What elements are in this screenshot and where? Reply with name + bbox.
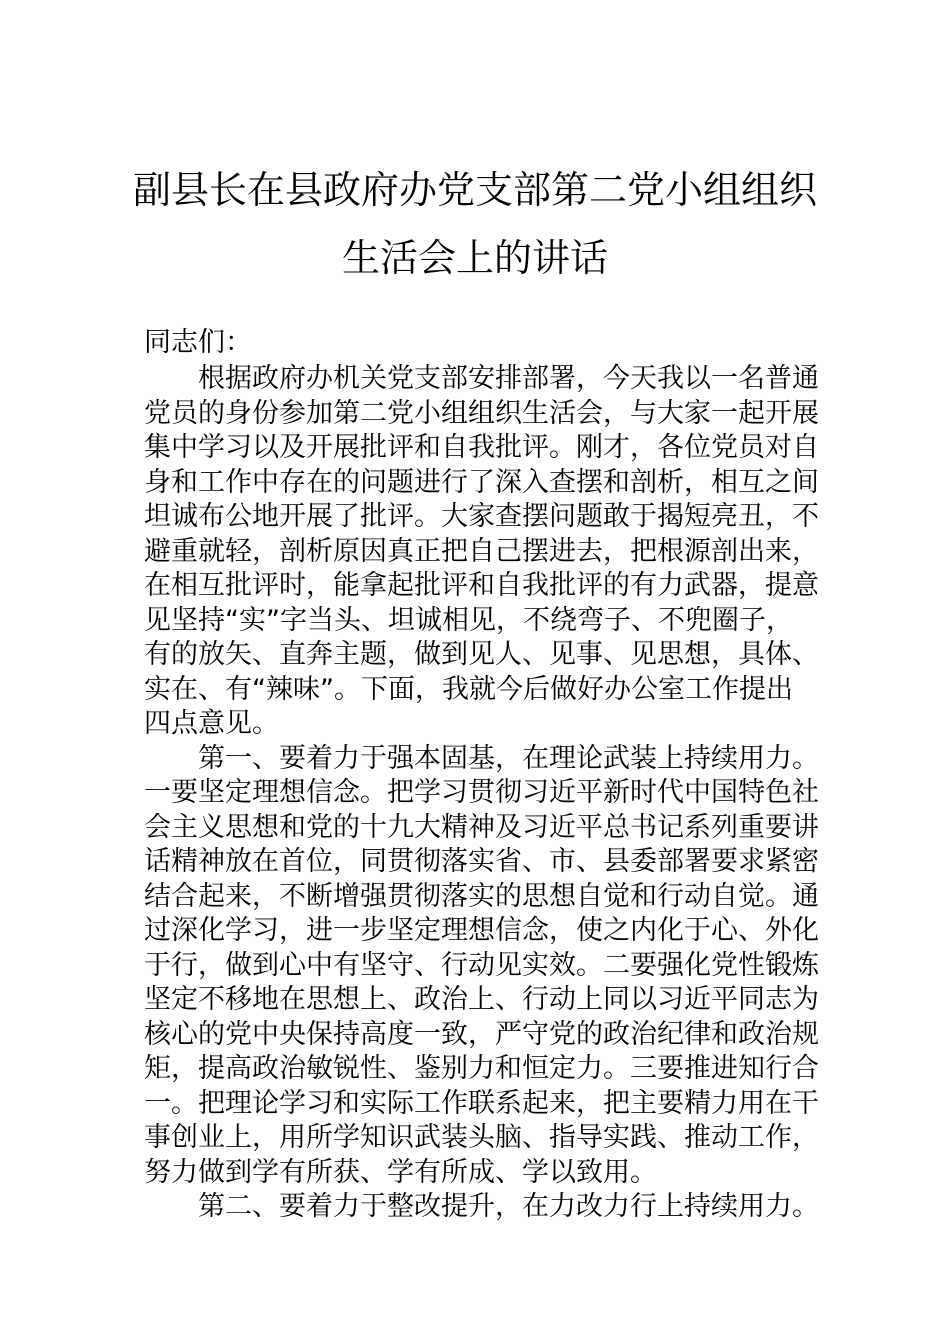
paragraph-line: 第一、要着力于强本固基，在理论武装上持续用力。 — [198, 742, 819, 774]
paragraph-line: 过深化学习，进一步坚定理想信念，使之内化于心、外化 — [144, 915, 819, 946]
paragraph-line: 于行，做到心中有坚守、行动见实效。二要强化党性锻炼 — [144, 949, 819, 981]
paragraph-line: 努力做到学有所获、学有所成、学以致用。 — [144, 1156, 657, 1188]
paragraph-line: 话精神放在首位，同贯彻落实省、市、县委部署要求紧密 — [144, 846, 819, 877]
document-title-line-1: 副县长在县政府办党支部第二党小组组织 — [132, 168, 817, 212]
paragraph-line: 会主义思想和党的十九大精神及习近平总书记系列重要讲 — [144, 811, 819, 843]
paragraph-line: 核心的党中央保持高度一致，严守党的政治纪律和政治规 — [144, 1018, 819, 1050]
paragraph-line: 见坚持“实”字当头、坦诚相见，不绕弯子、不兜圈子， — [144, 604, 793, 636]
paragraph-line: 避重就轻，剖析原因真正把自己摆进去，把根源剖出来， — [144, 535, 819, 567]
paragraph-line: 事创业上，用所学知识武装头脑、指导实践、推动工作， — [144, 1122, 819, 1153]
paragraph-line: 有的放矢、直奔主题，做到见人、见事、见思想，具体、 — [144, 639, 819, 670]
document-title-line-2: 生活会上的讲话 — [341, 236, 608, 280]
paragraph-1 — [144, 362, 819, 742]
paragraph-line: 矩，提高政治敏锐性、鉴别力和恒定力。三要推进知行合 — [144, 1053, 819, 1084]
paragraph-line: 实在、有“辣味”。下面，我就今后做好办公室工作提出 — [144, 673, 793, 705]
paragraph-line: 根据政府办机关党支部安排部署，今天我以一名普通 — [198, 363, 819, 394]
paragraph-line: 身和工作中存在的问题进行了深入查摆和剖析，相互之间 — [144, 466, 819, 498]
paragraph-line: 四点意见。 — [144, 708, 279, 739]
paragraph-line: 一。把理论学习和实际工作联系起来，把主要精力用在干 — [144, 1087, 819, 1119]
paragraph-line: 在相互批评时，能拿起批评和自我批评的有力武器，提意 — [144, 570, 819, 601]
paragraph-line: 坦诚布公地开展了批评。大家查摆问题敢于揭短亮丑，不 — [144, 501, 819, 532]
paragraph-line: 结合起来，不断增强贯彻落实的思想自觉和行动自觉。通 — [144, 880, 819, 912]
paragraph-line: 一要坚定理想信念。把学习贯彻习近平新时代中国特色社 — [144, 777, 819, 808]
paragraph-line: 集中学习以及开展批评和自我批评。刚才，各位党员对自 — [144, 432, 819, 463]
paragraph-3 — [144, 1190, 819, 1225]
paragraph-line: 第二、要着力于整改提升，在力改力行上持续用力。 — [198, 1191, 819, 1222]
paragraph-2 — [144, 742, 819, 1191]
paragraph-line: 坚定不移地在思想上、政治上、行动上同以习近平同志为 — [144, 984, 819, 1015]
greeting: 同志们： — [144, 327, 252, 358]
document-body — [144, 362, 819, 1225]
paragraph-line: 党员的身份参加第二党小组组织生活会，与大家一起开展 — [144, 397, 819, 429]
